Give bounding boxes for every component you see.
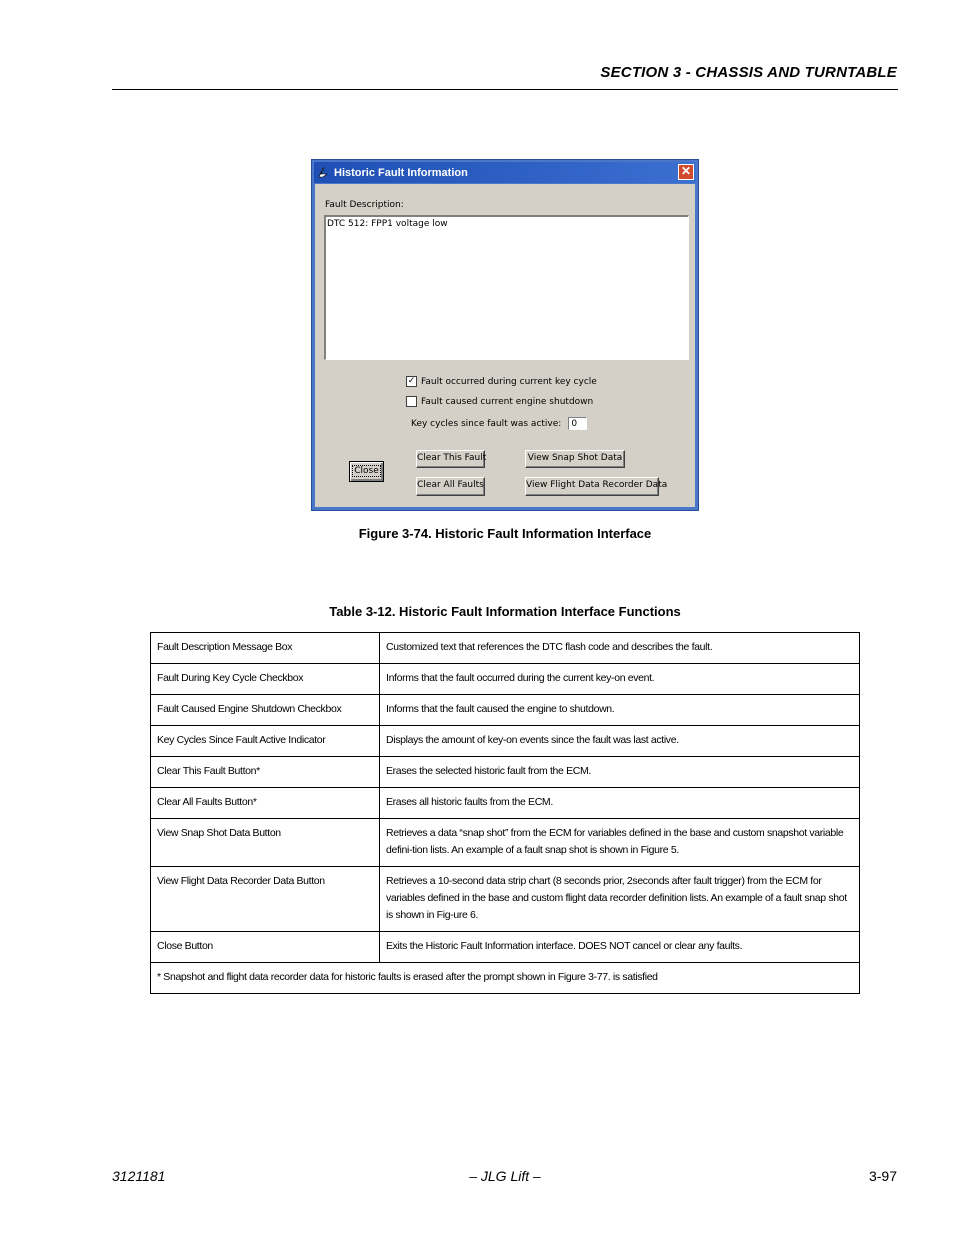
table-caption: Table 3-12. Historic Fault Information Interface Functions [329, 604, 681, 619]
function-description-cell: Retrieves a data “snap shot” from the ECM for variables defined in the base and custom snapshot variable defini-tion lists. An example of a fault snap shot is shown in Figure 5. [380, 819, 860, 867]
table-row [151, 664, 860, 695]
key-cycle-checkbox-row[interactable] [406, 376, 597, 387]
function-name-cell: Close Button [151, 932, 380, 963]
key-cycle-checkbox-label: Fault occurred during current key cycle [421, 376, 597, 387]
function-name-cell: Fault Description Message Box [151, 633, 380, 664]
engine-shutdown-checkbox-label: Fault caused current engine shutdown [421, 396, 594, 407]
key-cycle-checkbox[interactable]: ✓ [407, 376, 416, 386]
fault-description-textbox[interactable]: DTC 512: FPP1 voltage low [324, 215, 689, 360]
function-description-cell: Customized text that references the DTC flash code and describes the fault. [380, 633, 860, 664]
key-cycles-row [411, 417, 587, 430]
engine-shutdown-checkbox[interactable] [406, 396, 417, 407]
close-button-label: Close [354, 466, 379, 476]
dialog-titlebar[interactable] [314, 162, 696, 183]
function-description-cell: Informs that the fault caused the engine to shutdown. [380, 695, 860, 726]
function-name-cell: Clear All Faults Button* [151, 788, 380, 819]
clear-all-faults-button[interactable]: Clear All Faults [416, 477, 485, 496]
key-cycles-field[interactable]: 0 [568, 417, 587, 430]
table-row [151, 757, 860, 788]
function-name-cell: Key Cycles Since Fault Active Indicator [151, 726, 380, 757]
app-icon [318, 167, 329, 178]
section-header: SECTION 3 - CHASSIS AND TURNTABLE [600, 64, 897, 81]
function-description-cell: Erases the selected historic fault from the ECM. [380, 757, 860, 788]
table-row [151, 726, 860, 757]
key-cycles-label: Key cycles since fault was active: [411, 418, 562, 429]
functions-table [150, 632, 860, 994]
function-description-cell: Erases all historic faults from the ECM. [380, 788, 860, 819]
table-row [151, 867, 860, 932]
function-description-cell: Exits the Historic Fault Information interface. DOES NOT cancel or clear any faults. [380, 932, 860, 963]
table-row [151, 695, 860, 726]
clear-this-fault-button[interactable]: Clear This Fault [416, 450, 485, 468]
function-description-cell: Displays the amount of key-on events since the fault was last active. [380, 726, 860, 757]
function-name-cell: View Snap Shot Data Button [151, 819, 380, 867]
view-flight-data-button[interactable]: View Flight Data Recorder Data [525, 477, 659, 496]
header-divider [112, 89, 898, 90]
dialog-title: Historic Fault Information [334, 166, 468, 179]
dialog-client-area [315, 184, 695, 507]
page-number: 3-97 [868, 1168, 897, 1184]
engine-shutdown-checkbox-row[interactable] [406, 396, 593, 407]
table-footnote-row [151, 963, 860, 994]
footer-brand: – JLG Lift – [469, 1168, 541, 1184]
figure-caption: Figure 3-74. Historic Fault Information Interface [358, 526, 652, 541]
close-button[interactable] [349, 461, 384, 482]
document-number: 3121181 [112, 1168, 166, 1184]
function-name-cell: Clear This Fault Button* [151, 757, 380, 788]
function-name-cell: Fault Caused Engine Shutdown Checkbox [151, 695, 380, 726]
fault-description-label: Fault Description: [325, 200, 404, 210]
function-description-cell: Informs that the fault occurred during the current key-on event. [380, 664, 860, 695]
function-name-cell: View Flight Data Recorder Data Button [151, 867, 380, 932]
function-name-cell: Fault During Key Cycle Checkbox [151, 664, 380, 695]
function-description-cell: Retrieves a 10-second data strip chart (8 seconds prior, 2seconds after fault trigger) from the ECM for variables defined in the base and custom flight data recorder definition lists. An example of a fault snap shot is shown in Fig-ure 6. [380, 867, 860, 932]
table-footnote: * Snapshot and flight data recorder data for historic faults is erased after the prompt shown in Figure 3-77. is satisfied [151, 963, 860, 994]
table-row [151, 788, 860, 819]
historic-fault-dialog [311, 159, 699, 511]
close-icon[interactable]: ✕ [678, 164, 694, 180]
view-snap-shot-button[interactable]: View Snap Shot Data [525, 450, 625, 468]
table-row [151, 819, 860, 867]
table-row [151, 932, 860, 963]
table-row [151, 633, 860, 664]
